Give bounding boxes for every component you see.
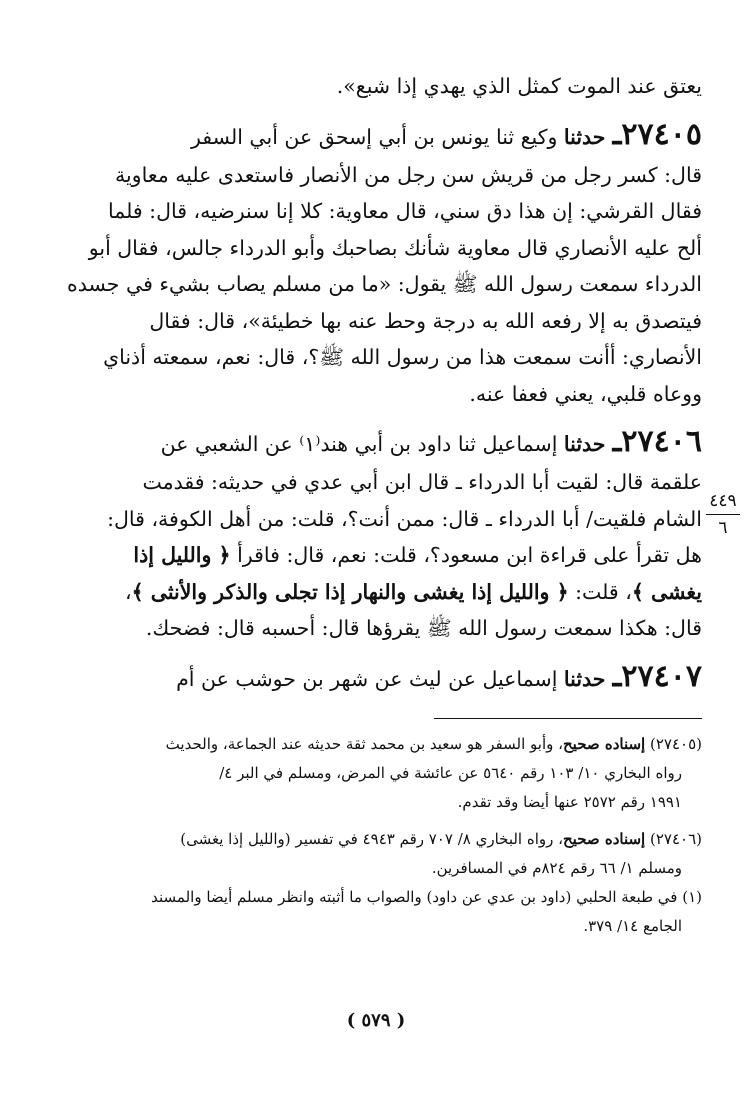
matn-text: الشام فلقيت/ أبا الدرداء ـ قال: ممن أنت؟، قلت: من أهل الكوفة، قال: <box>107 506 702 531</box>
hadith-dash: ـ <box>612 658 622 694</box>
hadith-heading-27406 <box>50 420 702 464</box>
page-number: ( ٥٧٩ ) <box>346 1010 406 1031</box>
haddathana-word: حدثنا <box>563 666 613 691</box>
footnote-text: الجامع ١٤/ ٣٧٩. <box>583 917 682 935</box>
footnote-text: (١) في طبعة الحلبي (داود بن عدي عن داود) والصواب ما أثبته وانظر مسلم أيضا والمسند <box>151 888 702 906</box>
text-line <box>50 574 702 611</box>
footnote-line <box>50 854 702 883</box>
footnote-line <box>50 912 702 941</box>
hadith-dash: ـ <box>612 116 622 152</box>
matn-text: قال: هكذا سمعت رسول الله ﷺ يقرؤها قال: أحسبه قال: فضحك. <box>145 616 702 640</box>
margin-ref-page: ٤٤٩ <box>706 490 740 515</box>
text-line <box>50 266 702 303</box>
footnote-27405 <box>50 730 702 759</box>
text-line <box>50 376 702 413</box>
footnote-text: ١٩٩١ رقم ٢٥٧٢ عنها أيضا وقد تقدم. <box>457 793 682 811</box>
matn-text: ألح عليه الأنصاري قال معاوية شأنك بصاحبك وأبو الدرداء جالس، فقال أبو <box>88 235 702 260</box>
hadith-dash: ـ <box>612 424 622 459</box>
text-line <box>50 303 702 340</box>
matn-text: هل تقرأ على قراءة ابن مسعود؟، قلت: نعم، قال: فاقرأ <box>230 543 702 567</box>
text-line <box>50 157 702 194</box>
text-line <box>50 230 702 267</box>
isnad-text: إسماعيل ثنا داود بن أبي هند⁽١⁾ عن الشعبي عن <box>160 432 564 456</box>
matn-text: ، قلت: <box>568 579 632 604</box>
footnote-text: ومسلم ١/ ٦٦ رقم ٨٢٤م في المسافرين. <box>431 859 682 877</box>
matn-text: علقمة قال: لقيت أبا الدرداء ـ قال ابن أبي عدي في حديثه: فقدمت <box>142 470 702 494</box>
matn-text: الدرداء سمعت رسول الله ﷺ يقول: «ما من مسلم يصاب بشيء في جسده <box>67 272 702 296</box>
footnote-grading: إسناده صحيح <box>562 830 646 848</box>
matn-text: ، <box>124 579 132 604</box>
hadith-number: ٢٧٤٠٦ <box>621 424 702 459</box>
footnote-number: (٢٧٤٠٥) <box>645 735 702 753</box>
matn-text: فيتصدق به إلا رفعه الله به درجة وحط عنه بها خطيئة»، قال: فقال <box>149 308 702 333</box>
footnote-text: ، رواه البخاري ٨/ ٧٠٧ رقم ٤٩٤٣ في تفسير (والليل إذا يغشى) <box>180 830 563 848</box>
footnote-1 <box>50 883 702 912</box>
quran-verse: يغشى ﴾ <box>631 579 702 604</box>
matn-text: فقال القرشي: إن هذا دق سني، قال معاوية: كلا إنا سنرضيه، قال: فلما <box>107 199 702 223</box>
text-line <box>50 464 702 501</box>
haddathana-word: حدثنا <box>563 124 613 149</box>
main-text-body <box>50 68 702 699</box>
footnote-line <box>50 788 702 817</box>
text-line <box>50 537 702 574</box>
margin-ref-volume: ٦ <box>718 518 728 538</box>
matn-text: الأنصاري: أأنت سمعت هذا من رسول الله ﷺ؟، قال: نعم، سمعته أذناي <box>103 345 702 369</box>
footnote-number: (٢٧٤٠٦) <box>645 830 702 848</box>
text-line <box>50 68 702 105</box>
quran-verse: ﴿ والليل إذا يغشى والنهار إذا تجلى والذكر والأنثى ﴾ <box>131 579 569 604</box>
footnote-27406 <box>50 825 702 854</box>
continuation-text: يعتق عند الموت كمثل الذي يهدي إذا شبع». <box>336 74 702 98</box>
matn-text: ووعاه قلبي، يعني فعفا عنه. <box>469 381 702 406</box>
text-line <box>50 610 702 647</box>
hadith-number: ٢٧٤٠٧ <box>621 658 702 694</box>
footnote-grading: إسناده صحيح <box>562 735 646 753</box>
text-line <box>50 193 702 230</box>
text-line <box>50 339 702 376</box>
isnad-text: إسماعيل عن ليث عن شهر بن حوشب عن أم <box>176 666 564 691</box>
matn-text: قال: كسر رجل من قريش سن رجل من الأنصار فاستعدى عليه معاوية <box>114 162 702 187</box>
footnote-divider <box>434 718 702 719</box>
footnote-text: ، وأبو السفر هو سعيد بن محمد ثقة حديثه عند الجماعة، والحديث <box>165 735 563 753</box>
haddathana-word: حدثنا <box>563 432 613 456</box>
quran-verse: ﴿ والليل إذا <box>133 543 231 567</box>
footnotes-section <box>50 730 702 941</box>
footnote-line <box>50 759 702 788</box>
hadith-heading-27405 <box>50 113 702 157</box>
hadith-number: ٢٧٤٠٥ <box>621 116 702 152</box>
hadith-heading-27407 <box>50 655 702 699</box>
isnad-text: وكيع ثنا يونس بن أبي إسحق عن أبي السفر <box>190 124 564 149</box>
text-line <box>50 501 702 538</box>
margin-volume-page-reference <box>706 490 740 539</box>
footnote-text: رواه البخاري ١٠/ ١٠٣ رقم ٥٦٤٠ عن عائشة في المرض، ومسلم في البر ٤/ <box>219 764 682 782</box>
